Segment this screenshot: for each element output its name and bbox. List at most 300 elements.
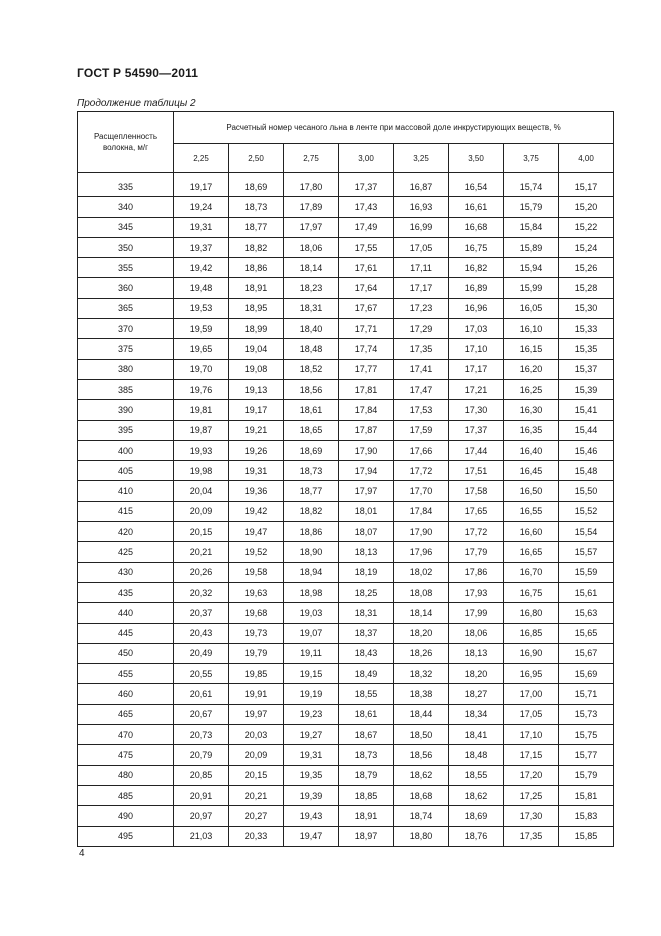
value-cell: 17,11 xyxy=(394,258,449,278)
value-cell: 18,77 xyxy=(229,217,284,237)
value-cell: 18,86 xyxy=(229,258,284,278)
value-cell: 17,51 xyxy=(449,461,504,481)
value-cell: 16,90 xyxy=(504,643,559,663)
value-cell: 17,43 xyxy=(339,197,394,217)
table-row xyxy=(78,440,614,460)
table-row xyxy=(78,582,614,602)
value-cell: 17,17 xyxy=(449,359,504,379)
column-header: 2,50 xyxy=(229,144,284,173)
value-cell: 18,90 xyxy=(284,542,339,562)
row-label-cell: 435 xyxy=(78,582,174,602)
value-cell: 17,03 xyxy=(449,319,504,339)
value-cell: 20,79 xyxy=(174,745,229,765)
value-cell: 15,67 xyxy=(559,643,614,663)
value-cell: 18,91 xyxy=(339,806,394,826)
value-cell: 15,83 xyxy=(559,806,614,826)
table-row xyxy=(78,785,614,805)
value-cell: 17,10 xyxy=(449,339,504,359)
row-label-cell: 475 xyxy=(78,745,174,765)
value-cell: 17,90 xyxy=(339,440,394,460)
value-cell: 19,47 xyxy=(229,522,284,542)
table-row xyxy=(78,258,614,278)
value-cell: 19,31 xyxy=(174,217,229,237)
table-row xyxy=(78,197,614,217)
value-cell: 20,21 xyxy=(229,785,284,805)
value-cell: 18,38 xyxy=(394,684,449,704)
value-cell: 17,20 xyxy=(504,765,559,785)
value-cell: 18,61 xyxy=(284,400,339,420)
value-cell: 15,22 xyxy=(559,217,614,237)
value-cell: 20,85 xyxy=(174,765,229,785)
value-cell: 20,61 xyxy=(174,684,229,704)
row-label-cell: 420 xyxy=(78,522,174,542)
value-cell: 16,50 xyxy=(504,481,559,501)
value-cell: 17,29 xyxy=(394,319,449,339)
value-cell: 17,55 xyxy=(339,237,394,257)
value-cell: 20,04 xyxy=(174,481,229,501)
row-label-cell: 455 xyxy=(78,664,174,684)
value-cell: 19,37 xyxy=(174,237,229,257)
value-cell: 17,77 xyxy=(339,359,394,379)
column-header: 2,25 xyxy=(174,144,229,173)
value-cell: 19,31 xyxy=(284,745,339,765)
value-cell: 15,44 xyxy=(559,420,614,440)
value-cell: 18,48 xyxy=(284,339,339,359)
value-cell: 17,70 xyxy=(394,481,449,501)
value-cell: 18,55 xyxy=(449,765,504,785)
table-row xyxy=(78,522,614,542)
value-cell: 16,82 xyxy=(449,258,504,278)
row-label-cell: 490 xyxy=(78,806,174,826)
value-cell: 16,75 xyxy=(504,582,559,602)
table-row xyxy=(78,481,614,501)
value-cell: 15,59 xyxy=(559,562,614,582)
value-cell: 18,20 xyxy=(394,623,449,643)
value-cell: 20,55 xyxy=(174,664,229,684)
value-cell: 17,05 xyxy=(504,704,559,724)
group-header-cell: Расчетный номер чесаного льна в ленте при массовой доле инкрустирующих веществ, % xyxy=(174,112,614,144)
value-cell: 15,77 xyxy=(559,745,614,765)
table-row xyxy=(78,684,614,704)
value-cell: 20,91 xyxy=(174,785,229,805)
value-cell: 16,75 xyxy=(449,237,504,257)
table-row xyxy=(78,237,614,257)
table-row xyxy=(78,420,614,440)
value-cell: 18,82 xyxy=(229,237,284,257)
value-cell: 20,43 xyxy=(174,623,229,643)
table-row xyxy=(78,298,614,318)
value-cell: 19,58 xyxy=(229,562,284,582)
value-cell: 18,69 xyxy=(449,806,504,826)
value-cell: 15,94 xyxy=(504,258,559,278)
value-cell: 19,43 xyxy=(284,806,339,826)
value-cell: 18,41 xyxy=(449,725,504,745)
value-cell: 18,77 xyxy=(284,481,339,501)
value-cell: 17,05 xyxy=(394,237,449,257)
value-cell: 18,65 xyxy=(284,420,339,440)
value-cell: 17,44 xyxy=(449,440,504,460)
value-cell: 19,68 xyxy=(229,603,284,623)
value-cell: 16,15 xyxy=(504,339,559,359)
value-cell: 15,81 xyxy=(559,785,614,805)
value-cell: 19,63 xyxy=(229,582,284,602)
value-cell: 17,99 xyxy=(449,603,504,623)
value-cell: 16,35 xyxy=(504,420,559,440)
value-cell: 20,09 xyxy=(174,501,229,521)
value-cell: 18,27 xyxy=(449,684,504,704)
value-cell: 18,74 xyxy=(394,806,449,826)
value-cell: 21,03 xyxy=(174,826,229,846)
value-cell: 19,17 xyxy=(174,177,229,197)
row-label-cell: 370 xyxy=(78,319,174,339)
value-cell: 16,25 xyxy=(504,379,559,399)
value-cell: 16,60 xyxy=(504,522,559,542)
row-label-cell: 395 xyxy=(78,420,174,440)
table-row xyxy=(78,461,614,481)
value-cell: 20,33 xyxy=(229,826,284,846)
value-cell: 18,49 xyxy=(339,664,394,684)
value-cell: 17,71 xyxy=(339,319,394,339)
table-row xyxy=(78,765,614,785)
value-cell: 20,26 xyxy=(174,562,229,582)
column-header: 4,00 xyxy=(559,144,614,173)
value-cell: 18,76 xyxy=(449,826,504,846)
value-cell: 16,89 xyxy=(449,278,504,298)
value-cell: 17,37 xyxy=(339,177,394,197)
value-cell: 18,61 xyxy=(339,704,394,724)
value-cell: 19,07 xyxy=(284,623,339,643)
value-cell: 19,23 xyxy=(284,704,339,724)
column-header: 3,25 xyxy=(394,144,449,173)
table-row xyxy=(78,379,614,399)
value-cell: 19,91 xyxy=(229,684,284,704)
value-cell: 17,72 xyxy=(394,461,449,481)
value-cell: 16,40 xyxy=(504,440,559,460)
row-header-cell: Расщепленность волокна, м/г xyxy=(78,112,174,173)
value-cell: 19,79 xyxy=(229,643,284,663)
value-cell: 18,48 xyxy=(449,745,504,765)
value-cell: 18,95 xyxy=(229,298,284,318)
value-cell: 17,72 xyxy=(449,522,504,542)
value-cell: 17,23 xyxy=(394,298,449,318)
value-cell: 19,19 xyxy=(284,684,339,704)
value-cell: 19,27 xyxy=(284,725,339,745)
value-cell: 15,61 xyxy=(559,582,614,602)
row-label-cell: 380 xyxy=(78,359,174,379)
value-cell: 15,79 xyxy=(559,765,614,785)
value-cell: 17,66 xyxy=(394,440,449,460)
table-row xyxy=(78,339,614,359)
row-label-cell: 425 xyxy=(78,542,174,562)
value-cell: 17,80 xyxy=(284,177,339,197)
value-cell: 20,49 xyxy=(174,643,229,663)
value-cell: 15,54 xyxy=(559,522,614,542)
value-cell: 15,69 xyxy=(559,664,614,684)
row-label-cell: 485 xyxy=(78,785,174,805)
value-cell: 17,47 xyxy=(394,379,449,399)
row-label-cell: 345 xyxy=(78,217,174,237)
table-row xyxy=(78,319,614,339)
value-cell: 19,98 xyxy=(174,461,229,481)
table-row xyxy=(78,400,614,420)
table-row xyxy=(78,643,614,663)
value-cell: 15,20 xyxy=(559,197,614,217)
value-cell: 16,05 xyxy=(504,298,559,318)
value-cell: 20,37 xyxy=(174,603,229,623)
row-label-cell: 430 xyxy=(78,562,174,582)
value-cell: 17,94 xyxy=(339,461,394,481)
value-cell: 17,67 xyxy=(339,298,394,318)
value-cell: 16,54 xyxy=(449,177,504,197)
value-cell: 15,74 xyxy=(504,177,559,197)
value-cell: 19,08 xyxy=(229,359,284,379)
value-cell: 18,67 xyxy=(339,725,394,745)
value-cell: 15,52 xyxy=(559,501,614,521)
value-cell: 18,13 xyxy=(339,542,394,562)
value-cell: 17,35 xyxy=(504,826,559,846)
value-cell: 15,79 xyxy=(504,197,559,217)
value-cell: 20,03 xyxy=(229,725,284,745)
value-cell: 18,26 xyxy=(394,643,449,663)
value-cell: 18,31 xyxy=(284,298,339,318)
value-cell: 19,87 xyxy=(174,420,229,440)
value-cell: 15,46 xyxy=(559,440,614,460)
row-label-cell: 400 xyxy=(78,440,174,460)
value-cell: 17,25 xyxy=(504,785,559,805)
value-cell: 16,70 xyxy=(504,562,559,582)
data-table xyxy=(77,111,614,847)
value-cell: 20,67 xyxy=(174,704,229,724)
value-cell: 17,89 xyxy=(284,197,339,217)
row-label-cell: 470 xyxy=(78,725,174,745)
value-cell: 18,52 xyxy=(284,359,339,379)
row-label-cell: 450 xyxy=(78,643,174,663)
value-cell: 18,13 xyxy=(449,643,504,663)
table-row xyxy=(78,826,614,846)
value-cell: 18,94 xyxy=(284,562,339,582)
value-cell: 18,40 xyxy=(284,319,339,339)
row-label-cell: 460 xyxy=(78,684,174,704)
value-cell: 17,79 xyxy=(449,542,504,562)
value-cell: 20,27 xyxy=(229,806,284,826)
value-cell: 16,20 xyxy=(504,359,559,379)
value-cell: 18,31 xyxy=(339,603,394,623)
value-cell: 19,93 xyxy=(174,440,229,460)
table-caption: Продолжение таблицы 2 xyxy=(77,98,196,109)
value-cell: 17,21 xyxy=(449,379,504,399)
value-cell: 18,19 xyxy=(339,562,394,582)
value-cell: 15,35 xyxy=(559,339,614,359)
value-cell: 19,11 xyxy=(284,643,339,663)
value-cell: 16,96 xyxy=(449,298,504,318)
value-cell: 16,85 xyxy=(504,623,559,643)
value-cell: 16,95 xyxy=(504,664,559,684)
row-label-cell: 480 xyxy=(78,765,174,785)
table-body xyxy=(78,173,614,847)
value-cell: 18,91 xyxy=(229,278,284,298)
value-cell: 19,35 xyxy=(284,765,339,785)
value-cell: 19,47 xyxy=(284,826,339,846)
value-cell: 19,39 xyxy=(284,785,339,805)
value-cell: 18,97 xyxy=(339,826,394,846)
value-cell: 18,34 xyxy=(449,704,504,724)
value-cell: 17,00 xyxy=(504,684,559,704)
value-cell: 15,17 xyxy=(559,177,614,197)
value-cell: 18,37 xyxy=(339,623,394,643)
value-cell: 17,41 xyxy=(394,359,449,379)
value-cell: 19,70 xyxy=(174,359,229,379)
value-cell: 19,36 xyxy=(229,481,284,501)
value-cell: 19,48 xyxy=(174,278,229,298)
value-cell: 18,86 xyxy=(284,522,339,542)
value-cell: 18,55 xyxy=(339,684,394,704)
value-cell: 18,68 xyxy=(394,785,449,805)
row-label-cell: 365 xyxy=(78,298,174,318)
value-cell: 19,03 xyxy=(284,603,339,623)
value-cell: 17,96 xyxy=(394,542,449,562)
column-header: 3,00 xyxy=(339,144,394,173)
value-cell: 18,62 xyxy=(394,765,449,785)
value-cell: 20,32 xyxy=(174,582,229,602)
value-cell: 15,73 xyxy=(559,704,614,724)
value-cell: 19,73 xyxy=(229,623,284,643)
table-row xyxy=(78,704,614,724)
row-label-cell: 445 xyxy=(78,623,174,643)
row-label-cell: 335 xyxy=(78,177,174,197)
value-cell: 17,65 xyxy=(449,501,504,521)
value-cell: 17,97 xyxy=(284,217,339,237)
table-row xyxy=(78,664,614,684)
value-cell: 17,53 xyxy=(394,400,449,420)
value-cell: 17,87 xyxy=(339,420,394,440)
value-cell: 18,80 xyxy=(394,826,449,846)
value-cell: 18,73 xyxy=(284,461,339,481)
value-cell: 18,06 xyxy=(449,623,504,643)
value-cell: 19,15 xyxy=(284,664,339,684)
value-cell: 17,86 xyxy=(449,562,504,582)
value-cell: 18,73 xyxy=(339,745,394,765)
value-cell: 17,61 xyxy=(339,258,394,278)
value-cell: 20,09 xyxy=(229,745,284,765)
row-label-cell: 350 xyxy=(78,237,174,257)
table-row xyxy=(78,745,614,765)
value-cell: 17,30 xyxy=(504,806,559,826)
row-label-cell: 405 xyxy=(78,461,174,481)
value-cell: 15,50 xyxy=(559,481,614,501)
column-header: 3,50 xyxy=(449,144,504,173)
value-cell: 18,14 xyxy=(284,258,339,278)
table-row xyxy=(78,501,614,521)
value-cell: 15,41 xyxy=(559,400,614,420)
value-cell: 20,21 xyxy=(174,542,229,562)
value-cell: 19,81 xyxy=(174,400,229,420)
row-label-cell: 465 xyxy=(78,704,174,724)
value-cell: 18,44 xyxy=(394,704,449,724)
table-row xyxy=(78,217,614,237)
value-cell: 17,84 xyxy=(339,400,394,420)
table-row xyxy=(78,177,614,197)
value-cell: 19,65 xyxy=(174,339,229,359)
value-cell: 15,37 xyxy=(559,359,614,379)
value-cell: 18,02 xyxy=(394,562,449,582)
document-code: ГОСТ Р 54590—2011 xyxy=(77,66,199,80)
value-cell: 20,15 xyxy=(229,765,284,785)
value-cell: 17,81 xyxy=(339,379,394,399)
value-cell: 17,30 xyxy=(449,400,504,420)
value-cell: 19,24 xyxy=(174,197,229,217)
value-cell: 18,01 xyxy=(339,501,394,521)
value-cell: 19,42 xyxy=(229,501,284,521)
row-label-cell: 415 xyxy=(78,501,174,521)
table-header xyxy=(78,112,614,173)
value-cell: 19,97 xyxy=(229,704,284,724)
column-header: 2,75 xyxy=(284,144,339,173)
value-cell: 18,07 xyxy=(339,522,394,542)
value-cell: 17,97 xyxy=(339,481,394,501)
table-row xyxy=(78,623,614,643)
value-cell: 19,85 xyxy=(229,664,284,684)
value-cell: 15,26 xyxy=(559,258,614,278)
value-cell: 17,49 xyxy=(339,217,394,237)
value-cell: 18,79 xyxy=(339,765,394,785)
row-label-cell: 410 xyxy=(78,481,174,501)
row-label-cell: 390 xyxy=(78,400,174,420)
table-row xyxy=(78,542,614,562)
value-cell: 18,32 xyxy=(394,664,449,684)
value-cell: 17,84 xyxy=(394,501,449,521)
value-cell: 19,42 xyxy=(174,258,229,278)
value-cell: 16,61 xyxy=(449,197,504,217)
value-cell: 20,15 xyxy=(174,522,229,542)
value-cell: 15,48 xyxy=(559,461,614,481)
value-cell: 17,35 xyxy=(394,339,449,359)
row-label-cell: 440 xyxy=(78,603,174,623)
value-cell: 18,98 xyxy=(284,582,339,602)
value-cell: 19,04 xyxy=(229,339,284,359)
value-cell: 17,59 xyxy=(394,420,449,440)
value-cell: 19,26 xyxy=(229,440,284,460)
value-cell: 17,64 xyxy=(339,278,394,298)
table-row xyxy=(78,562,614,582)
value-cell: 18,69 xyxy=(229,177,284,197)
row-label-cell: 385 xyxy=(78,379,174,399)
value-cell: 17,74 xyxy=(339,339,394,359)
table-row xyxy=(78,359,614,379)
value-cell: 19,31 xyxy=(229,461,284,481)
value-cell: 18,23 xyxy=(284,278,339,298)
value-cell: 17,15 xyxy=(504,745,559,765)
value-cell: 16,68 xyxy=(449,217,504,237)
row-label-cell: 355 xyxy=(78,258,174,278)
value-cell: 19,13 xyxy=(229,379,284,399)
value-cell: 17,10 xyxy=(504,725,559,745)
value-cell: 19,21 xyxy=(229,420,284,440)
value-cell: 17,90 xyxy=(394,522,449,542)
value-cell: 19,17 xyxy=(229,400,284,420)
value-cell: 15,85 xyxy=(559,826,614,846)
value-cell: 18,56 xyxy=(394,745,449,765)
value-cell: 15,33 xyxy=(559,319,614,339)
value-cell: 15,65 xyxy=(559,623,614,643)
value-cell: 16,93 xyxy=(394,197,449,217)
value-cell: 16,65 xyxy=(504,542,559,562)
value-cell: 18,50 xyxy=(394,725,449,745)
value-cell: 18,06 xyxy=(284,237,339,257)
value-cell: 18,25 xyxy=(339,582,394,602)
page-number: 4 xyxy=(79,848,85,859)
value-cell: 17,37 xyxy=(449,420,504,440)
value-cell: 20,97 xyxy=(174,806,229,826)
